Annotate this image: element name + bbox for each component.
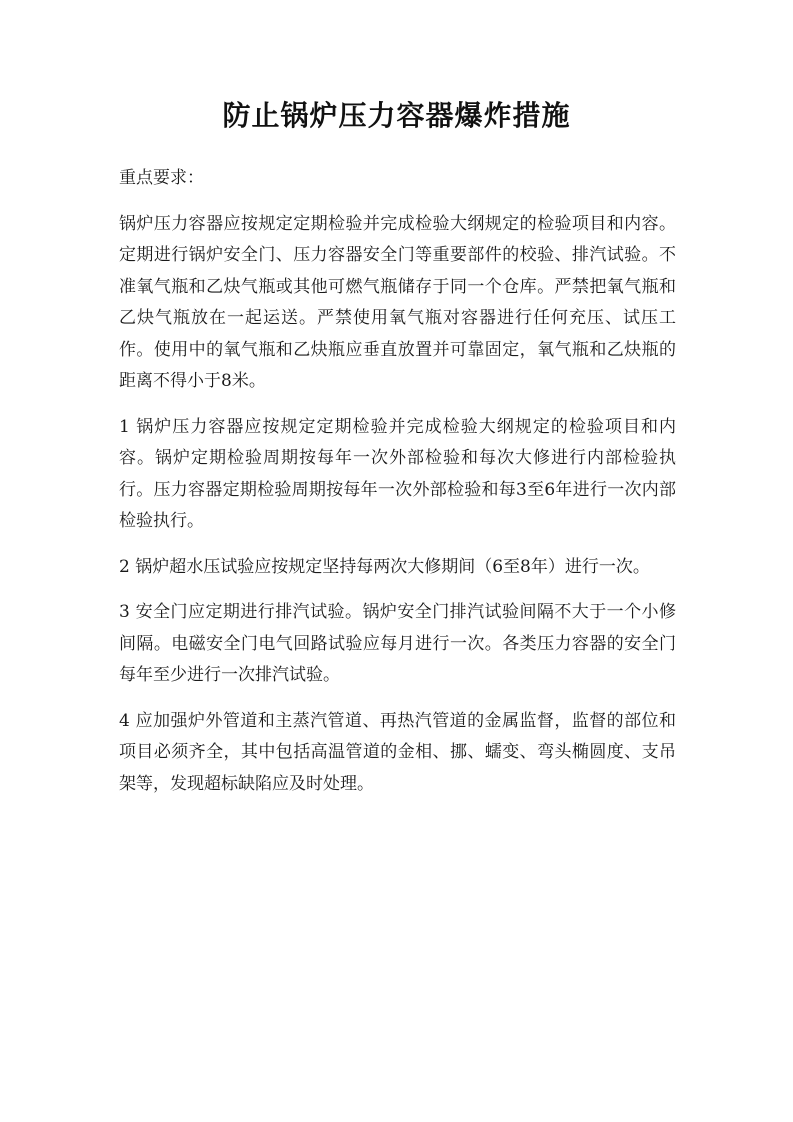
paragraph-item-4: 4 应加强炉外管道和主蒸汽管道、再热汽管道的金属监督，监督的部位和项目必须齐全，其中包括高温管道的金相、挪、蠕变、弯头椭圆度、支吊架等，发现超标缺陷应及时处理。: [119, 710, 676, 794]
paragraph-item-1: 1 锅炉压力容器应按规定定期检验并完成检验大纲规定的检验项目和内容。锅炉定期检验周期按每年一次外部检验和每次大修进行内部检验执行。压力容器定期检验周期按每年一次外部检验和每3至6年进行一次内部检验执行。: [119, 416, 676, 531]
paragraph-item-3: 3 安全门应定期进行排汽试验。锅炉安全门排汽试验间隔不大于一个小修间隔。电磁安全门电气回路试验应每月进行一次。各类压力容器的安全门每年至少进行一次排汽试验。: [119, 602, 676, 685]
document-title: 防止锅炉压力容器爆炸措施: [222, 99, 571, 132]
paragraph-item-2: 2 锅炉超水压试验应按规定坚持每两次大修期间（6至8年）进行一次。: [119, 556, 650, 577]
key-requirements-label: 重点要求：: [119, 168, 204, 188]
document-body: [119, 163, 676, 814]
paragraph-intro: 锅炉压力容器应按规定定期检验并完成检验大纲规定的检验项目和内容。定期进行锅炉安全门、压力容器安全门等重要部件的校验、排汽试验。不准氧气瓶和乙炔气瓶或其他可燃气瓶储存于同一个仓库。严禁把氧气瓶和乙炔气瓶放在一起运送。严禁使用氧气瓶对容器进行任何充压、试压工作。使用中的氧气瓶和乙炔瓶应垂直放置并可靠固定，氧气瓶和乙炔瓶的距离不得小于8米。: [119, 213, 676, 391]
